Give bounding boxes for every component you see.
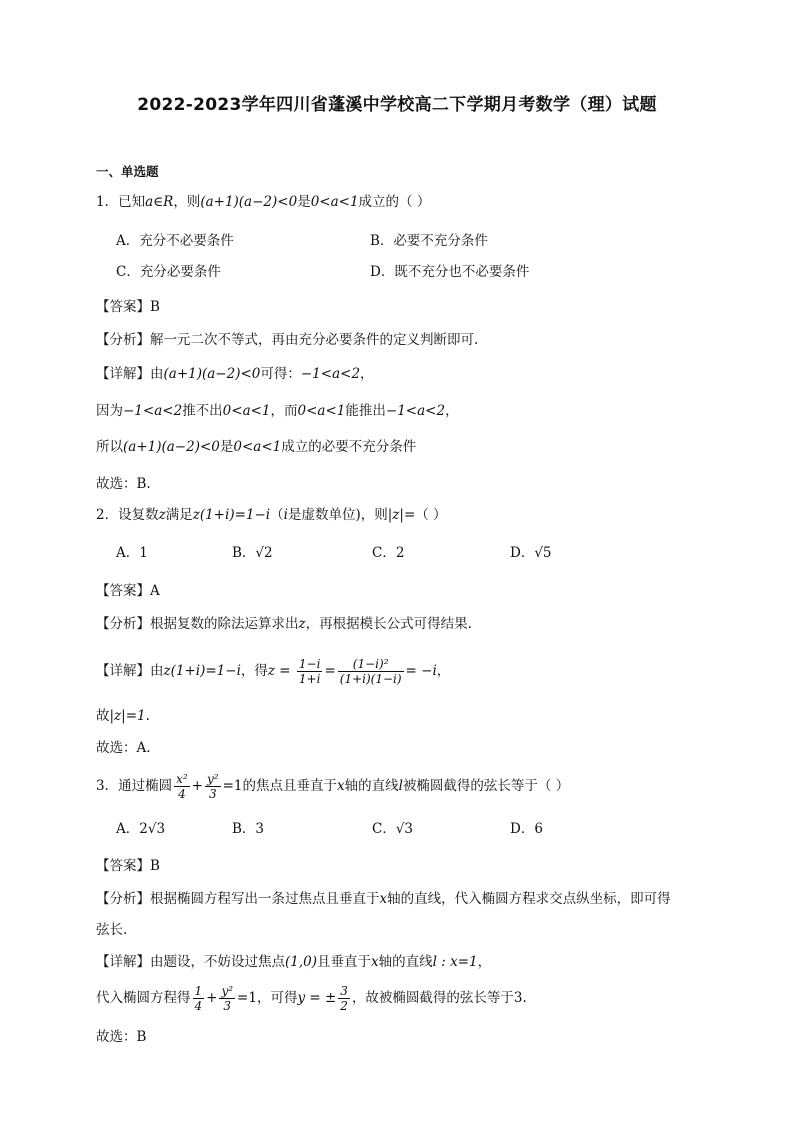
q3-choose: 故选：B [96, 1029, 147, 1045]
q1-detail-1: 【详解】由(a+1)(a−2)<0可得：−1<a<2， [96, 366, 374, 382]
q2-answer: 【答案】A [96, 583, 160, 599]
question-1-stem: 1．已知a∈R，则(a+1)(a−2)<0是0<a<1成立的（ ） [96, 194, 431, 210]
q1-choose: 故选：B. [96, 476, 151, 492]
question-2-stem: 2．设复数z满足z(1+i)=1−i（i是虚数单位)，则|z|=（ ） [96, 507, 447, 523]
q3-option-a: A．2√3 [116, 821, 166, 837]
q3-analysis: 【分析】根据椭圆方程写出一条过焦点且垂直于x轴的直线，代入椭圆方程求交点纵坐标，即可得 [96, 891, 671, 907]
q1-detail-2: 因为−1<a<2推不出0<a<1，而0<a<1能推出−1<a<2， [96, 403, 459, 419]
q2-fraction-2: $\frac{\text{(1−i)²}}{(1+i)(1-i)}$ [339, 657, 402, 686]
q1-option-c: C．充分必要条件 [116, 264, 221, 280]
q3-substitution: 代入椭圆方程得 $\frac{1}{4}$ + $\frac{\text{y²}}{3}$ =1，可得y = ± $\frac{3}{2}$ ，故被椭圆截得的弦长等于3. [96, 984, 527, 1013]
q3-answer: 【答案】B [96, 858, 160, 874]
q1-option-d: D．既不充分也不必要条件 [370, 264, 530, 280]
q3-fraction-x: $\frac{\text{x²}}{4}$ [176, 772, 188, 801]
q2-option-c: C．2 [372, 545, 405, 561]
q2-conclusion: 故|z|=1. [96, 708, 150, 724]
q1-analysis: 【分析】解一元二次不等式，再由充分必要条件的定义判断即可. [96, 332, 479, 348]
q1-option-b: B．必要不充分条件 [370, 233, 488, 249]
q3-option-c: C．√3 [372, 821, 414, 837]
q3-option-d: D．6 [510, 821, 543, 837]
q3-detail: 【详解】由题设，不妨设过焦点(1,0)且垂直于x轴的直线l : x=1， [96, 954, 492, 970]
question-3-stem: 3．通过椭圆 $\frac{\text{x²}}{4}$ + $\frac{\text{y²}}{3}$ =1的焦点且垂直于x轴的直线l被椭圆截得的弦长等于（ ） [96, 772, 570, 801]
page-title: 2022-2023学年四川省蓬溪中学校高二下学期月考数学（理）试题 [137, 95, 657, 115]
q3-sub-fraction-3: $\frac{3}{2}$ [340, 984, 348, 1013]
q3-option-b: B．3 [232, 821, 265, 837]
q3-fraction-y: $\frac{\text{y²}}{3}$ [206, 772, 219, 801]
q3-sub-fraction-1: $\frac{1}{4}$ [194, 984, 203, 1013]
q1-detail-3: 所以(a+1)(a−2)<0是0<a<1成立的必要不充分条件 [96, 439, 417, 455]
section-heading: 一、单选题 [96, 164, 159, 179]
q3-analysis-cont: 弦长. [96, 922, 128, 938]
q2-fraction-1: $\frac{1-i}{1+i}$ [298, 657, 321, 686]
q2-option-d: D．√5 [510, 545, 552, 561]
q1-option-a: A．充分不必要条件 [116, 233, 234, 249]
q2-detail: 【详解】由z(1+i)=1−i，得z = $\frac{1-i}{1+i}$ = $\frac{\text{(1−i)²}}{(1+i)(1-i)}$ = −i， [96, 657, 451, 686]
q2-option-b: B．√2 [232, 545, 273, 561]
q1-answer: 【答案】B [96, 299, 160, 315]
q2-choose: 故选：A. [96, 740, 151, 756]
q3-sub-fraction-2: $\frac{\text{y²}}{3}$ [221, 984, 234, 1013]
q2-analysis: 【分析】根据复数的除法运算求出z，再根据模长公式可得结果. [96, 616, 472, 632]
q2-option-a: A．1 [116, 545, 148, 561]
